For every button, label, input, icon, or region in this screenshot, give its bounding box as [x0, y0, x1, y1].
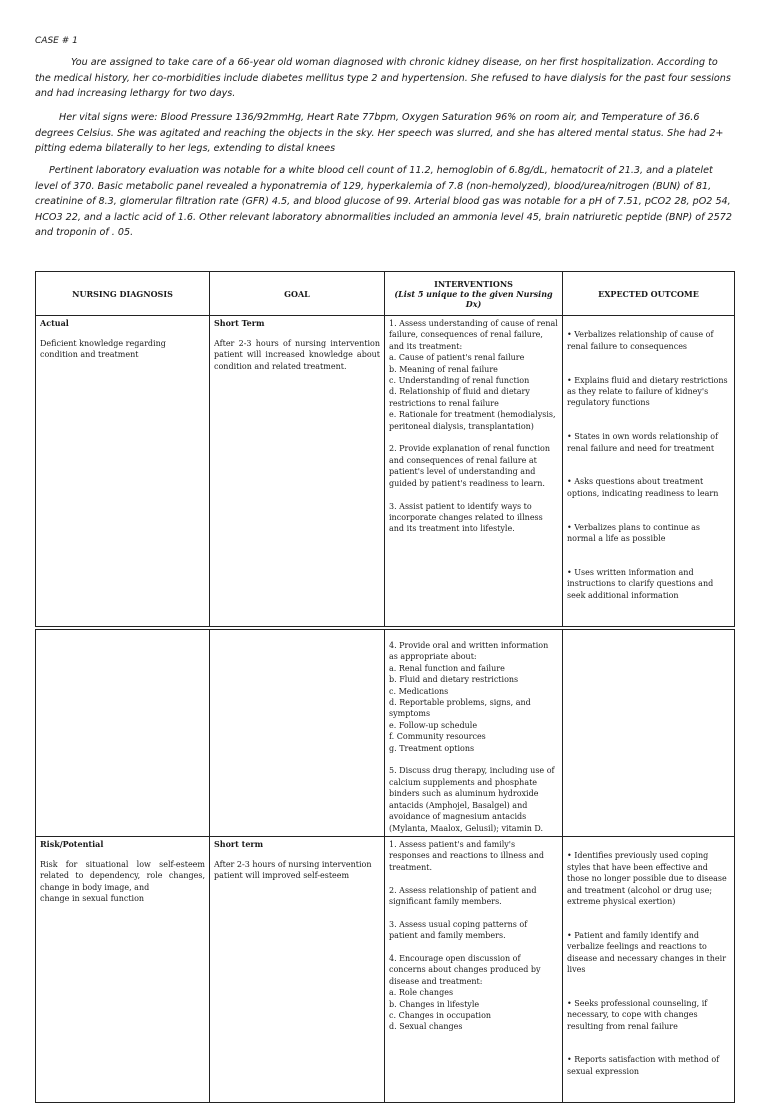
row1-cont-goal-cell — [210, 630, 385, 837]
row1-outcome-item: • Verbalizes plans to continue as normal a life as possible — [567, 522, 700, 544]
header-interventions-title: INTERVENTIONS — [434, 278, 513, 289]
row2-diagnosis-cell — [36, 836, 210, 1102]
row1-diagnosis-cell — [36, 316, 210, 627]
row2-interventions-cell: 1. Assess patient's and family's responses and reactions to illness and treatment. 2. Assess relationship of patient and significant family members. 3. Assess usual coping patterns of patient and family members. 4. Encourage open discussion of concerns about changes produced by disease and treatment: a. Role changes b. Changes in lifestyle c. Changes in occupation d. Sexual changes — [385, 836, 563, 1102]
row2-diagnosis-text: Risk for situational low self-esteem related to dependency, role changes, change in body image, and change in sexual function — [40, 859, 205, 904]
header-interventions — [385, 272, 563, 316]
header-nursing-diagnosis: NURSING DIAGNOSIS — [36, 272, 210, 316]
row2-goal-label: Short term — [214, 838, 264, 849]
row2-goal-cell — [210, 836, 385, 1102]
header-goal: GOAL — [210, 272, 385, 316]
row2-diagnosis-label: Risk/Potential — [40, 838, 104, 849]
case-title: CASE # 1 — [35, 36, 78, 46]
row2-outcome-item: • Identifies previously used coping styles that have been effective and those no longer possible due to disease and treatment (alcohol or drug use; extreme physical exertion) — [567, 851, 727, 906]
row2-outcome-item: • Reports satisfaction with method of sexual expression — [567, 1055, 720, 1076]
row1-outcome-cell — [563, 316, 735, 627]
care-plan-table-page2 — [35, 629, 735, 1103]
row1-interventions-cell: 1. Assess understanding of cause of renal failure, consequences of renal failure, and its treatment: a. Cause of patient's renal failure b. Meaning of renal failure c. Understanding of renal function d. Relationship of fluid and dietary restrictions to renal failure e. Rationale for treatment (hemodialysis, peritoneal dialysis, transplantation) 2. Provide explanation of renal function and consequences of renal failure at patient's level of understanding and guided by patient's readiness to learn. 3. Assist patient to identify ways to incorporate changes related to illness and its treatment into lifestyle. — [385, 316, 563, 627]
row2-goal-text: After 2-3 hours of nursing intervention patient will improved self-esteem — [214, 859, 372, 881]
care-plan-table-page1 — [35, 271, 735, 627]
row1-goal-cell — [210, 316, 385, 627]
row2-outcome-item: • Seeks professional counseling, if necessary, to cope with changes resulting from renal failure — [567, 998, 708, 1031]
row2-outcome-cell — [563, 836, 735, 1102]
row1-goal-text: After 2-3 hours of nursing intervention patient will increased knowledge about condition and related treatment. — [214, 339, 380, 371]
case-paragraph-1: You are assigned to take care of a 66-year old woman diagnosed with chronic kidney disease, on her first hospitalization. According to the medical history, her co-morbidities include diabetes mellitus type 2 and hypertension. She refused to have dialysis for the past four sessions and had increasing lethargy for two days. — [35, 57, 731, 99]
row1-outcome-item: • States in own words relationship of renal failure and need for treatment — [567, 432, 719, 453]
row2-outcome-item: • Patient and family identify and verbalize feelings and reactions to disease and necessary changes in their lives — [567, 930, 727, 974]
row1-outcome-item: • Explains fluid and dietary restrictions as they relate to failure of kidney's regulatory functions — [567, 375, 728, 408]
row1-cont-diagnosis-cell — [36, 630, 210, 837]
row1-goal-label: Short Term — [214, 318, 265, 328]
case-paragraph-2: Her vital signs were: Blood Pressure 136/92mmHg, Heart Rate 77bpm, Oxygen Saturation 96% on room air, and Temperature of 36.6 degrees Celsius. She was agitated and reaching the objects in the sky. Her speech was slurred, and she has altered mental status. She had 2+ pitting edema bilaterally to her legs, extending to distal knees — [35, 112, 724, 154]
row1-outcome-item: • Verbalizes relationship of cause of renal failure to consequences — [567, 330, 714, 351]
header-expected-outcome: EXPECTED OUTCOME — [563, 272, 735, 316]
row1-cont-interventions-cell: 4. Provide oral and written information as appropriate about: a. Renal function and failure b. Fluid and dietary restrictions c. Medications d. Reportable problems, signs, and symptoms e. Follow-up schedule f. Community resources g. Treatment options 5. Discuss drug therapy, including use of calcium supplements and phosphate binders such as aluminum hydroxide antacids (Amphojel, Basalgel) and avoidance of magnesium antacids (Mylanta, Maalox, Gelusil); vitamin D. — [385, 630, 563, 837]
row1-cont-outcome-cell — [563, 630, 735, 837]
row1-outcome-item: • Asks questions about treatment options, indicating readiness to learn — [567, 477, 719, 498]
case-paragraph-3: Pertinent laboratory evaluation was notable for a white blood cell count of 11.2, hemoglobin of 6.8g/dL, hematocrit of 21.3, and a platelet level of 370. Basic metabolic panel revealed a hyponatremia of 129, hyperkalemia of 7.8 (non-hemolyzed), blood/urea/nitrogen (BUN) of 81, creatinine of 8.3, glomerular filtration rate (GFR) 4.5, and blood glucose of 99. Arterial blood gas was notable for a pH of 7.51, pCO2 28, pO2 54, HCO3 22, and a lactic acid of 1.6. Other relevant laboratory abnormalities included an ammonia level 45, brain natriuretic peptide (BNP) of 2572 and troponin of . 05. — [35, 165, 732, 238]
row1-diagnosis-text: Deficient knowledge regarding condition and treatment — [40, 339, 166, 360]
header-interventions-subtitle: (List 5 unique to the given Nursing Dx) — [394, 288, 553, 309]
row1-diagnosis-label: Actual — [40, 318, 69, 328]
row1-outcome-item: • Uses written information and instructions to clarify questions and seek additional information — [567, 567, 714, 600]
